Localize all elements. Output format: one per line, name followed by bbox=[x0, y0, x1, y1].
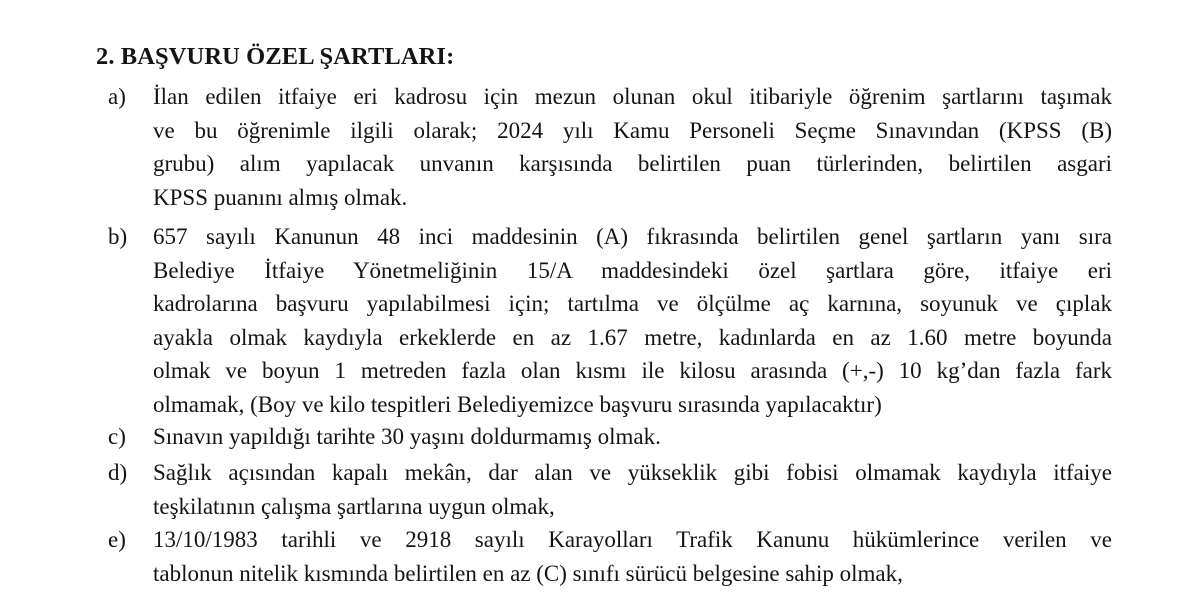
text-line: ayakla olmak kaydıyla erkeklerde en az 1.67 metre, kadınlarda en az 1.60 metre boyunda bbox=[153, 324, 1112, 350]
item-marker: b) bbox=[108, 224, 128, 249]
text-line: İlan edilen itfaiye eri kadrosu için mezun olunan okul itibariyle öğrenim şartlarını taşımak bbox=[153, 84, 1112, 109]
text-line: 657 sayılı Kanunun 48 inci maddesinin (A) fıkrasında belirtilen genel şartların yanı sıra bbox=[153, 224, 1112, 249]
item-text bbox=[153, 523, 1112, 590]
text-line: teşkilatının çalışma şartlarına uygun olmak, bbox=[153, 493, 555, 519]
item-marker: a) bbox=[108, 84, 126, 109]
item-marker: c) bbox=[108, 424, 126, 449]
item-marker: e) bbox=[108, 527, 126, 552]
text-line: grubu) alım yapılacak unvanın karşısında belirtilen puan türlerinden, belirtilen asgari bbox=[153, 151, 1112, 177]
text-line: Belediye İtfaiye Yönetmeliğinin 15/A maddesindeki özel şartlara göre, itfaiye eri bbox=[153, 257, 1112, 283]
text-line: Sınavın yapıldığı tarihte 30 yaşını doldurmamış olmak. bbox=[153, 424, 661, 449]
text-line: 13/10/1983 tarihli ve 2918 sayılı Karayolları Trafik Kanunu hükümlerince verilen ve bbox=[153, 527, 1112, 552]
text-line: kadrolarına başvuru yapılabilmesi için; tartılma ve ölçülme aç karnına, soyunuk ve çıplak bbox=[153, 291, 1112, 317]
text-line: olmak ve boyun 1 metreden fazla olan kısmı ile kilosu arasında (+,-) 10 kg’dan fazla fark bbox=[153, 358, 1112, 384]
item-marker: d) bbox=[108, 460, 128, 485]
item-text bbox=[153, 420, 1112, 454]
text-line: olmamak, (Boy ve kilo tespitleri Belediyemizce başvuru sırasında yapılacaktır) bbox=[153, 391, 882, 417]
text-line: Sağlık açısından kapalı mekân, dar alan ve yükseklik gibi fobisi olmamak kaydıyla itfaiye bbox=[153, 460, 1112, 485]
item-text bbox=[153, 220, 1112, 422]
section-heading: 2. BAŞVURU ÖZEL ŞARTLARI: bbox=[96, 43, 455, 70]
text-line: KPSS puanını almış olmak. bbox=[153, 184, 408, 210]
item-text bbox=[153, 80, 1112, 214]
text-line: ve bu öğrenimle ilgili olarak; 2024 yılı Kamu Personeli Seçme Sınavından (KPSS (B) bbox=[153, 117, 1112, 143]
item-text bbox=[153, 456, 1112, 523]
text-line: tablonun nitelik kısmında belirtilen en az (C) sınıfı sürücü belgesine sahip olmak, bbox=[153, 560, 903, 586]
